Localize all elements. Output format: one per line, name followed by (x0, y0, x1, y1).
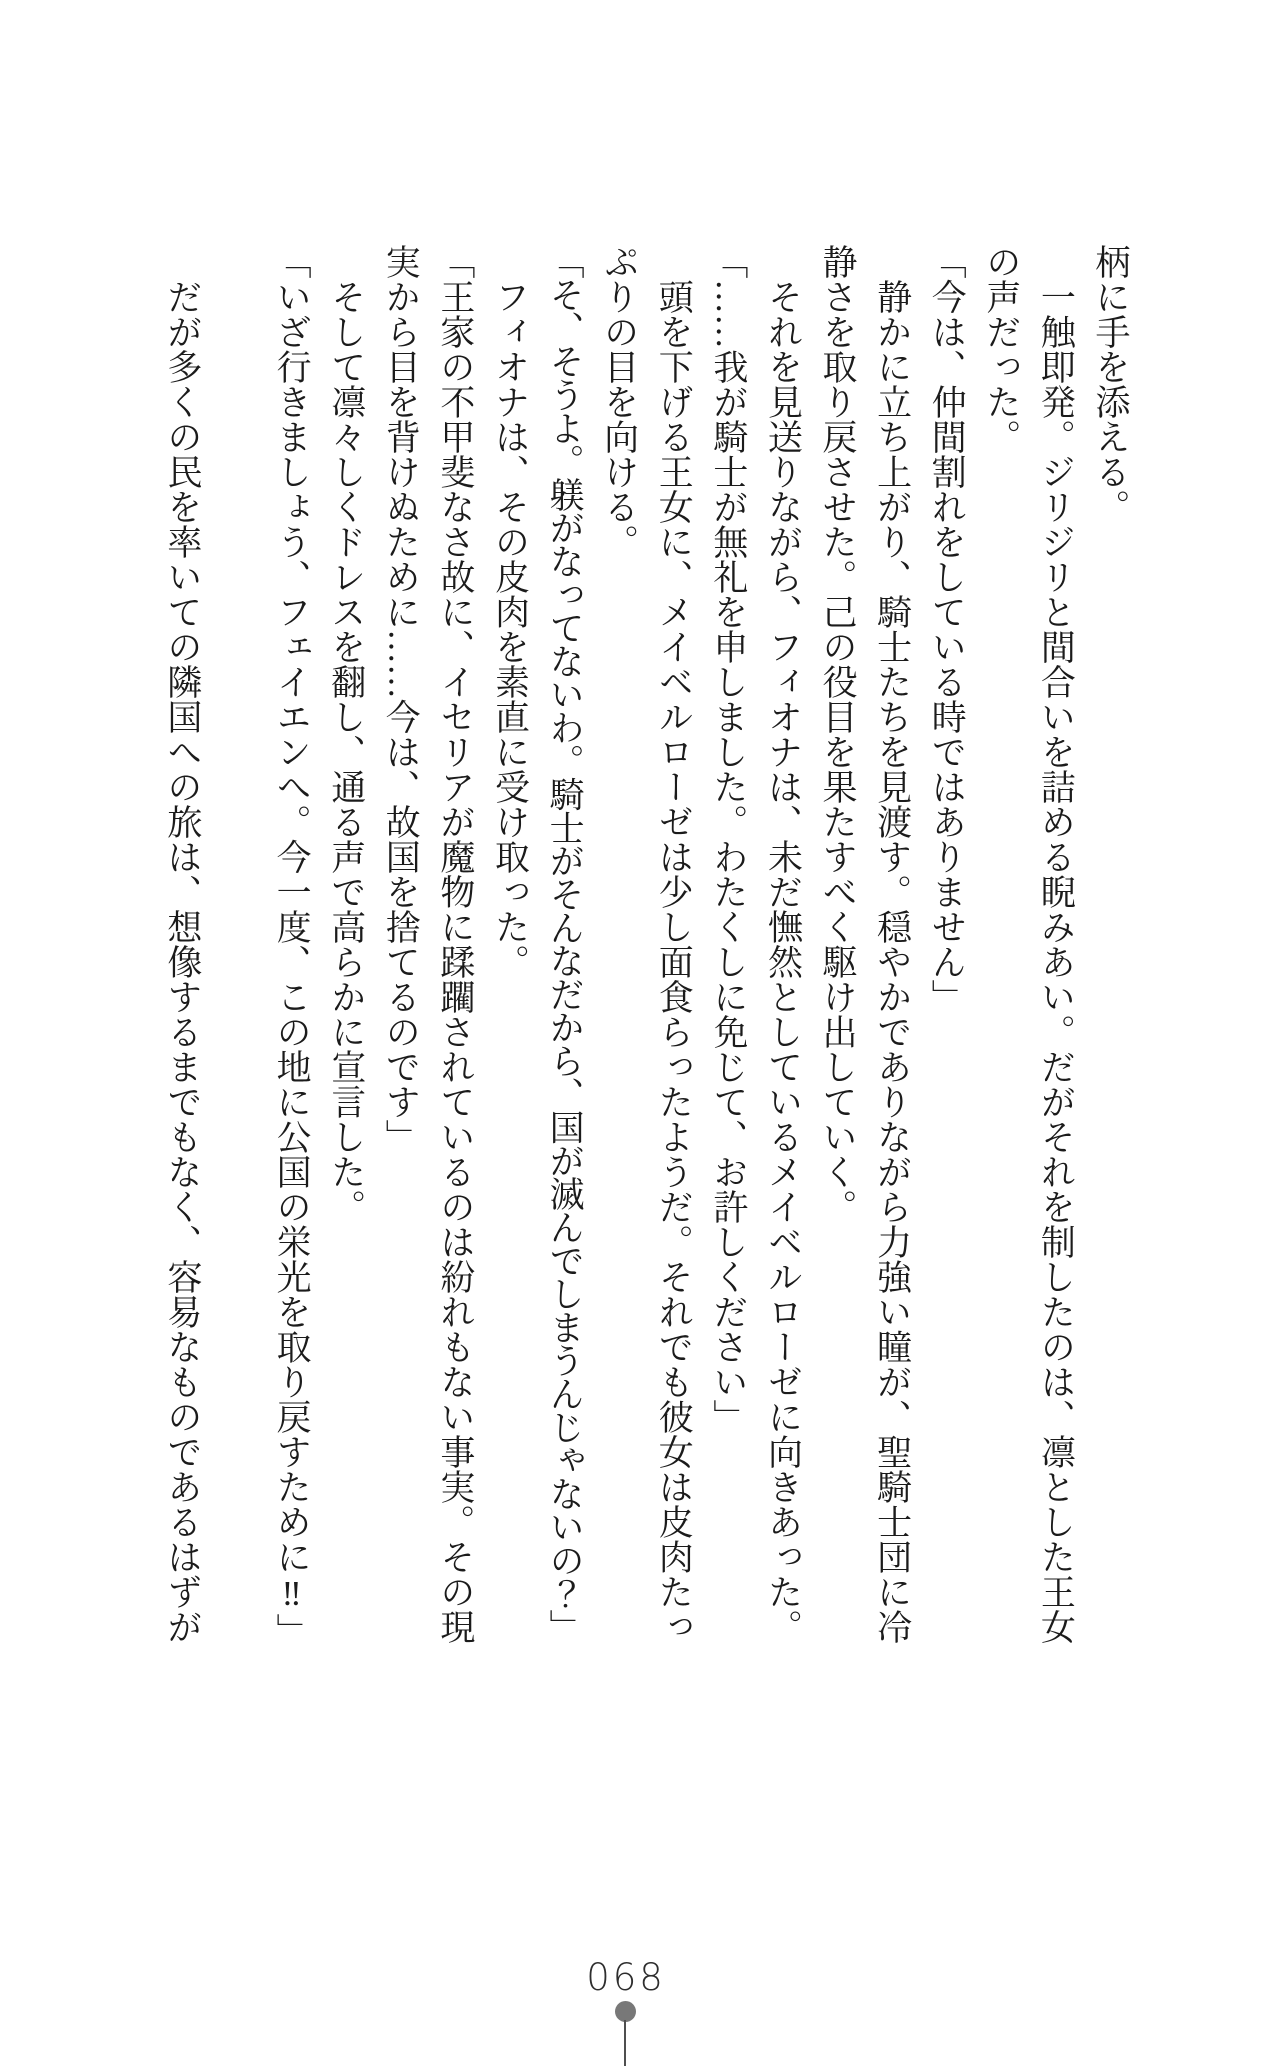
text-line: 「王家の不甲斐なさ故に、イセリアが魔物に蹂躙されているのは紛れもない事実。その現 (435, 244, 475, 1644)
text-block (154, 244, 1137, 1648)
text-line: の声だった。 (981, 244, 1021, 454)
text-line: 実から目を背けぬために……今は、故国を捨てるのです」 (381, 244, 421, 1154)
text-line: 「今は、仲間割れをしている時ではありません」 (927, 244, 967, 1014)
page-marker-line (624, 2020, 626, 2066)
page-marker-dot-icon (615, 2001, 636, 2022)
text-line: それを見送りながら、フィオナは、未だ憮然としているメイベルローゼに向きあった。 (763, 279, 803, 1644)
page-number: 068 (586, 1956, 666, 1999)
text-line: 一触即発。ジリジリと間合いを詰める睨みあい。だがそれを制したのは、凛とした王女 (1036, 279, 1076, 1644)
text-line: 頭を下げる王女に、メイベルローゼは少し面食らったようだ。それでも彼女は皮肉たっ (654, 279, 694, 1644)
text-line: 「そ、そうよ。躾がなってないわ。騎士がそんなだから、国が滅んでしまうんじゃないの？」 (545, 244, 585, 1643)
text-line: フィオナは、その皮肉を素直に受け取った。 (490, 279, 530, 979)
text-line: 柄に手を添える。 (1091, 244, 1130, 524)
scene-break-line (209, 244, 264, 1644)
text-line: 静かに立ち上がり、騎士たちを見渡す。穏やかでありながら力強い瞳が、聖騎士団に冷 (872, 279, 912, 1644)
text-line: 「いざ行きましょう、フェイエンへ。今一度、この地に公国の栄光を取り戻すために‼」 (272, 244, 312, 1648)
text-line: 「……我が騎士が無礼を申しました。わたくしに免じて、お許しください」 (708, 244, 748, 1434)
text-line: ぷりの目を向ける。 (599, 244, 639, 559)
text-line: だが多くの民を率いての隣国への旅は、想像するまでもなく、容易なものであるはずが (162, 279, 202, 1644)
text-line: そして凛々しくドレスを翻し、通る声で高らかに宣言した。 (326, 279, 366, 1224)
text-line: 静さを取り戻させた。己の役目を果たすべく駆け出していく。 (818, 244, 858, 1224)
